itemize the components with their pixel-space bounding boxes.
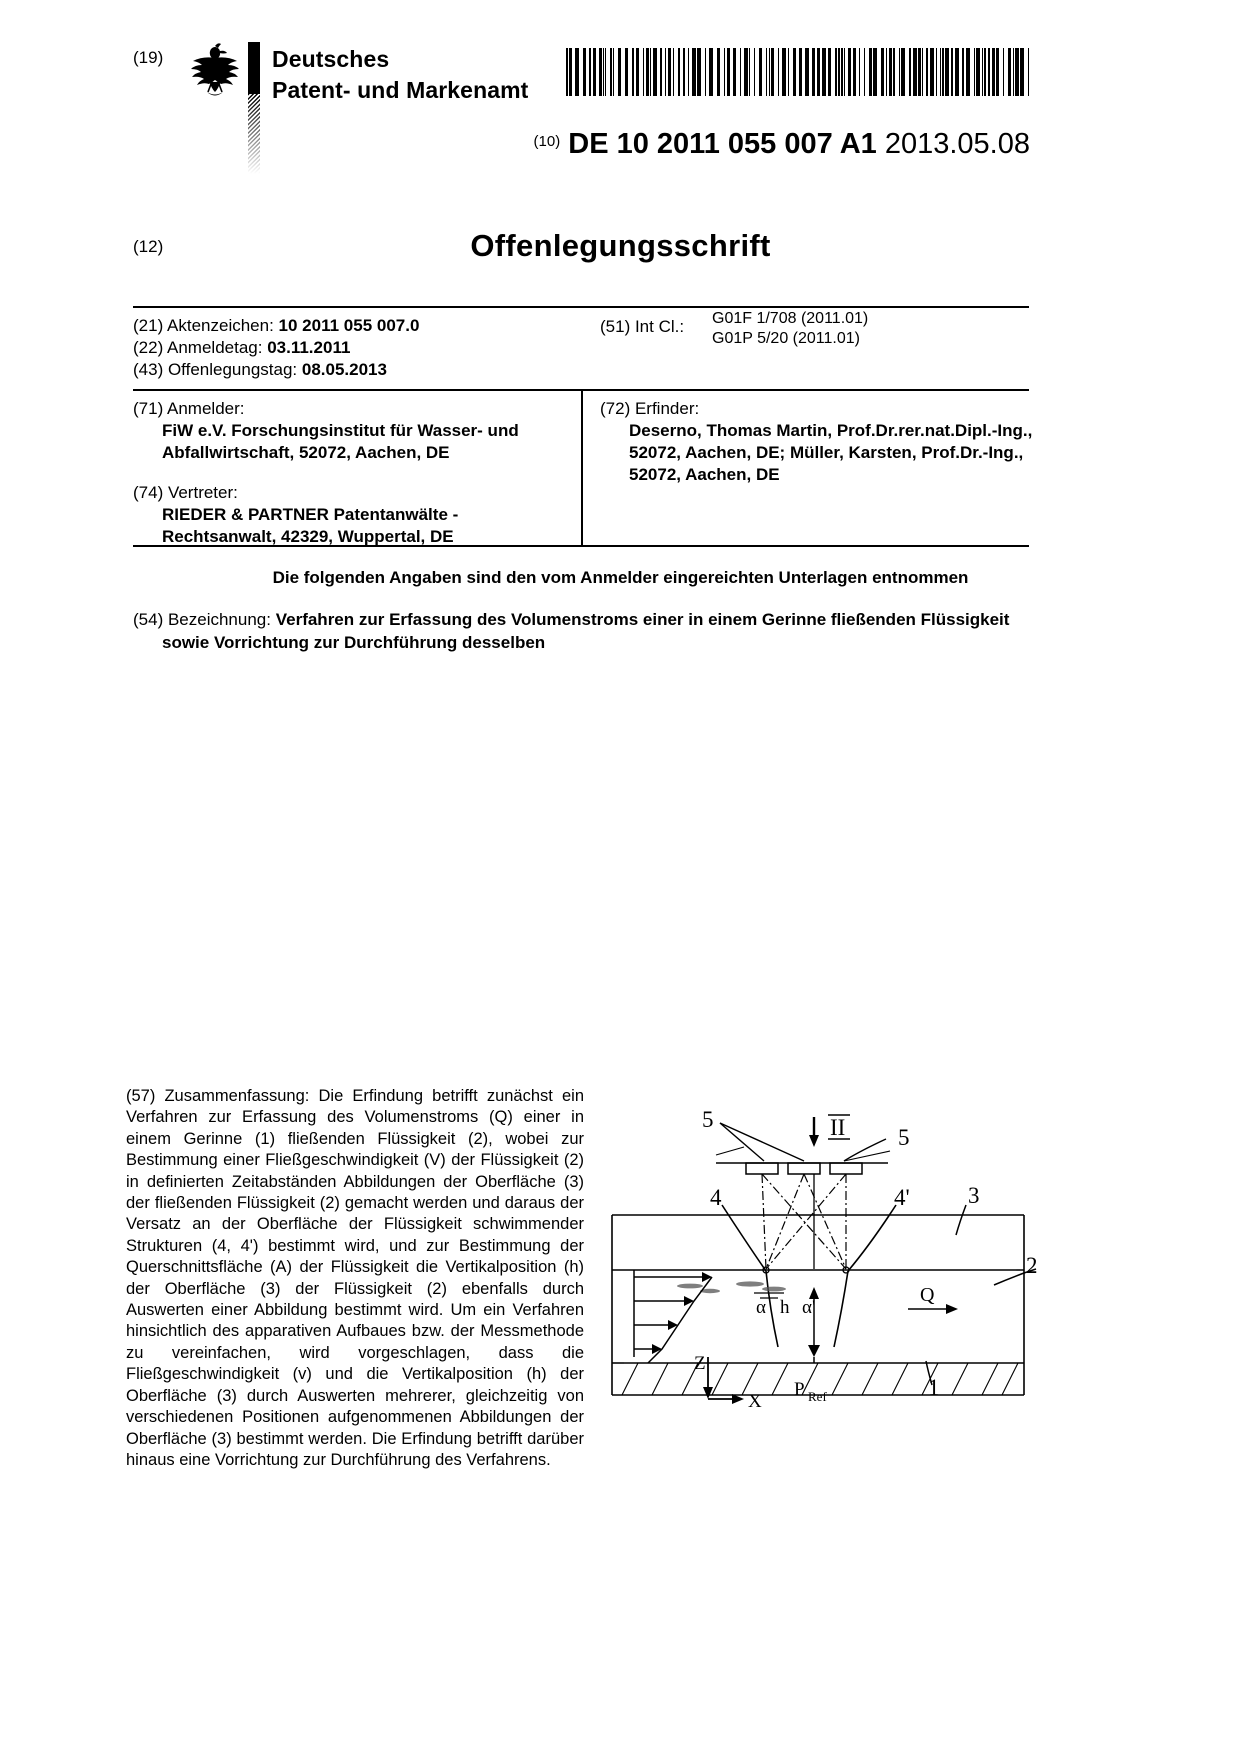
representative-line-2: Rechtsanwalt, 42329, Wuppertal, DE [162, 527, 454, 546]
applicant-block [133, 398, 573, 464]
offenlegungstag-row [133, 359, 563, 381]
barcode [566, 48, 1029, 96]
inventor-line-2: 52072, Aachen, DE; Müller, Karsten, Prof.Dr.-Ing., [629, 443, 1024, 462]
publication-date: 2013.05.08 [884, 128, 1030, 160]
publication-number-line [510, 128, 1030, 161]
intcl-sub-row [712, 330, 868, 348]
title-line-2: sowie Vorrichtung zur Durchführung desselben [162, 633, 546, 652]
intcl-main-row [712, 310, 868, 328]
intcl-sub: G01P 5/20 [712, 330, 789, 347]
figure-label-alpha: α [756, 1297, 766, 1318]
intcl-main: G01F 1/708 [712, 310, 797, 327]
aktenzeichen-value: 10 2011 055 007.0 [278, 316, 420, 335]
code-19: (19) [133, 48, 164, 67]
figure-label-Q: Q [920, 1284, 935, 1306]
applicant-label: (71) Anmelder: [133, 399, 245, 418]
publication-number: DE 10 2011 055 007 A1 [568, 128, 877, 160]
abstract-label: (57) Zusammenfassung: [126, 1087, 310, 1105]
anmeldetag-label: (22) Anmeldetag: [133, 338, 263, 357]
anmeldetag-value: 03.11.2011 [267, 338, 351, 357]
figure-label-Pref-sub: Ref [808, 1389, 827, 1404]
office-name [272, 44, 528, 106]
offenlegungstag-label: (43) Offenlegungstag: [133, 360, 298, 379]
document-type: Offenlegungsschrift [470, 228, 771, 263]
figure-label-4-prime: 4' [894, 1185, 910, 1210]
representative-label: (74) Vertreter: [133, 483, 238, 502]
biblio-left-column [133, 315, 563, 381]
figure-label-4: 4 [710, 1185, 722, 1210]
figure-label-Pref: P [794, 1379, 805, 1400]
inventor-label: (72) Erfinder: [600, 399, 700, 418]
figure-label-3: 3 [968, 1183, 980, 1208]
inventor-line-3: 52072, Aachen, DE [629, 465, 780, 484]
representative-line-1: RIEDER & PARTNER Patentanwälte - [162, 505, 459, 524]
title-label: (54) Bezeichnung: [133, 610, 271, 629]
logo-bar [248, 42, 260, 94]
column-separator [581, 389, 583, 545]
code-12: (12) [133, 237, 164, 256]
intcl-sub-year: (2011.01) [792, 330, 860, 347]
technical-drawing [598, 1095, 1038, 1455]
invention-title-block [133, 608, 1033, 654]
inventor-block [600, 398, 1040, 486]
abstract-block [126, 1086, 584, 1471]
logo-bar-fade [248, 94, 260, 174]
applicant-line-1: FiW e.V. Forschungsinstitut für Wasser- und [162, 421, 519, 440]
code-10: (10) [533, 133, 561, 150]
intcl-main-year: (2011.01) [800, 310, 869, 327]
figure-label-section-II: II [830, 1115, 846, 1140]
office-line-1: Deutsches [272, 46, 390, 72]
disclaimer-note: Die folgenden Angaben sind den vom Anmelder eingereichten Unterlagen entnommen [272, 568, 969, 587]
figure-label-1: 1 [928, 1375, 940, 1400]
anmeldetag-row [133, 337, 563, 359]
intcl-block [712, 310, 868, 348]
intcl-label: (51) Int Cl.: [600, 317, 685, 336]
representative-block [133, 482, 573, 548]
applicant-line-2: Abfallwirtschaft, 52072, Aachen, DE [162, 443, 450, 462]
figure-label-5-right: 5 [898, 1125, 910, 1150]
figure-label-X: X [748, 1391, 762, 1412]
inventor-line-1: Deserno, Thomas Martin, Prof.Dr.rer.nat.Dipl.-Ing., [629, 421, 1033, 440]
aktenzeichen-row [133, 315, 563, 337]
figure-label-5-left: 5 [702, 1107, 714, 1132]
figure-label-alpha-prime: α' [802, 1297, 816, 1318]
offenlegungstag-value: 08.05.2013 [301, 360, 387, 379]
federal-eagle-icon [185, 40, 245, 102]
aktenzeichen-label: (21) Aktenzeichen: [133, 316, 274, 335]
figure-label-Z: Z [694, 1353, 706, 1374]
abstract-text: Die Erfindung betrifft zunächst ein Verfahren zur Erfassung des Volumenstroms (Q) einer in einem Gerinne (1) fließenden Flüssigkeit (2), wobei zur Bestimmung einer Fließgeschwindigkeit (V) der Flüssigkeit (2) in definierten Zeitabständen Abbildungen der Oberfläche (3) der fließenden Flüssigkeit (2) gemacht werden und daraus der Versatz an der Oberfläche der Flüssigkeit schwimmender Strukturen (4, 4') bestimmt wird, und zur Bestimmung der Querschnittsfläche (A) der Flüssigkeit die Vertikalposition (h) der Oberfläche (3) der Flüssigkeit (2) ebenfalls durch Auswerten einer Abbildung bestimmt wird. Um ein Verfahren hinsichtlich des apparativen Aufbaues bzw. der Messmethode zu vereinfachen, wird vorgeschlagen, dass die Fließgeschwindigkeit (v) und die Vertikalposition (h) der Oberfläche (3) durch Auswerten mehrerer, gleichzeitig von verschiedenen Positionen aufgenommenen Abbildungen der Oberfläche (3) bestimmt werden. Die Erfindung betrifft darüber hinaus eine Vorrichtung zur Durchführung des Verfahrens. [126, 1087, 584, 1469]
title-line-1: Verfahren zur Erfassung des Volumenstroms einer in einem Gerinne fließenden Flüssigkeit [275, 610, 1010, 629]
office-line-2: Patent- und Markenamt [272, 77, 529, 104]
divider-top [133, 306, 1029, 308]
figure-label-h: h [780, 1297, 790, 1318]
figure-label-2: 2 [1026, 1253, 1038, 1278]
